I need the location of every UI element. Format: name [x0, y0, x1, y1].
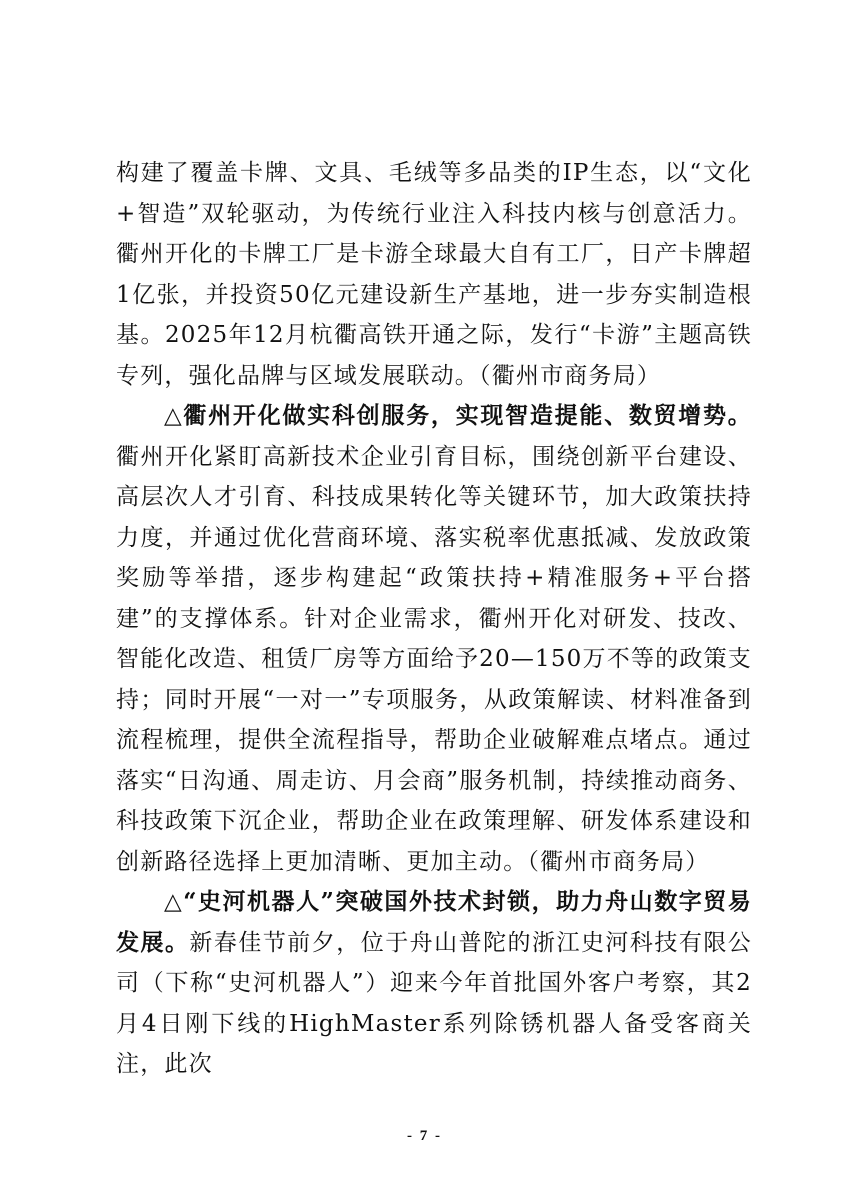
paragraph-2-headline: △衢州开化做实科创服务，实现智造提能、数贸增势。: [164, 402, 752, 429]
paragraph-3-text: 新春佳节前夕，位于舟山普陀的浙江史河科技有限公司（下称“史河机器人”）迎来今年首批国外客户考察，其2月4日刚下线的HighMaster系列除锈机器人备受客商关注，此次: [116, 929, 752, 1077]
paragraph-1: [116, 153, 752, 396]
page-number: - 7 -: [407, 1128, 442, 1144]
paragraph-3-headline: △“史河机器人”突破国外技术封锁，助力舟山数字贸易发展。: [116, 888, 752, 956]
paragraph-3: [116, 882, 752, 1085]
paragraph-1-text: 构建了覆盖卡牌、文具、毛绒等多品类的IP生态，以“文化+智造”双轮驱动，为传统行业注入科技内核与创意活力。衢州开化的卡牌工厂是卡游全球最大自有工厂，日产卡牌超1亿张，并投资50亿元建设新生产基地，进一步夯实制造根基。2025年12月杭衢高铁开通之际，发行“卡游”主题高铁专列，强化品牌与区域发展联动。（衢州市商务局）: [116, 160, 752, 389]
body-text: [116, 153, 752, 1085]
paragraph-2: [116, 396, 752, 882]
paragraph-2-text: 衢州开化紧盯高新技术企业引育目标，围绕创新平台建设、高层次人才引育、科技成果转化等关键环节，加大政策扶持力度，并通过优化营商环境、落实税率优惠抵减、发放政策奖励等举措，逐步构建起“政策扶持+精准服务+平台搭建”的支撑体系。针对企业需求，衢州开化对研发、技改、智能化改造、租赁厂房等方面给予20—150万不等的政策支持；同时开展“一对一”专项服务，从政策解读、材料准备到流程梳理，提供全流程指导，帮助企业破解难点堵点。通过落实“日沟通、周走访、月会商”服务机制，持续推动商务、科技政策下沉企业，帮助企业在政策理解、研发体系建设和创新路径选择上更加清晰、更加主动。（衢州市商务局）: [116, 443, 752, 875]
